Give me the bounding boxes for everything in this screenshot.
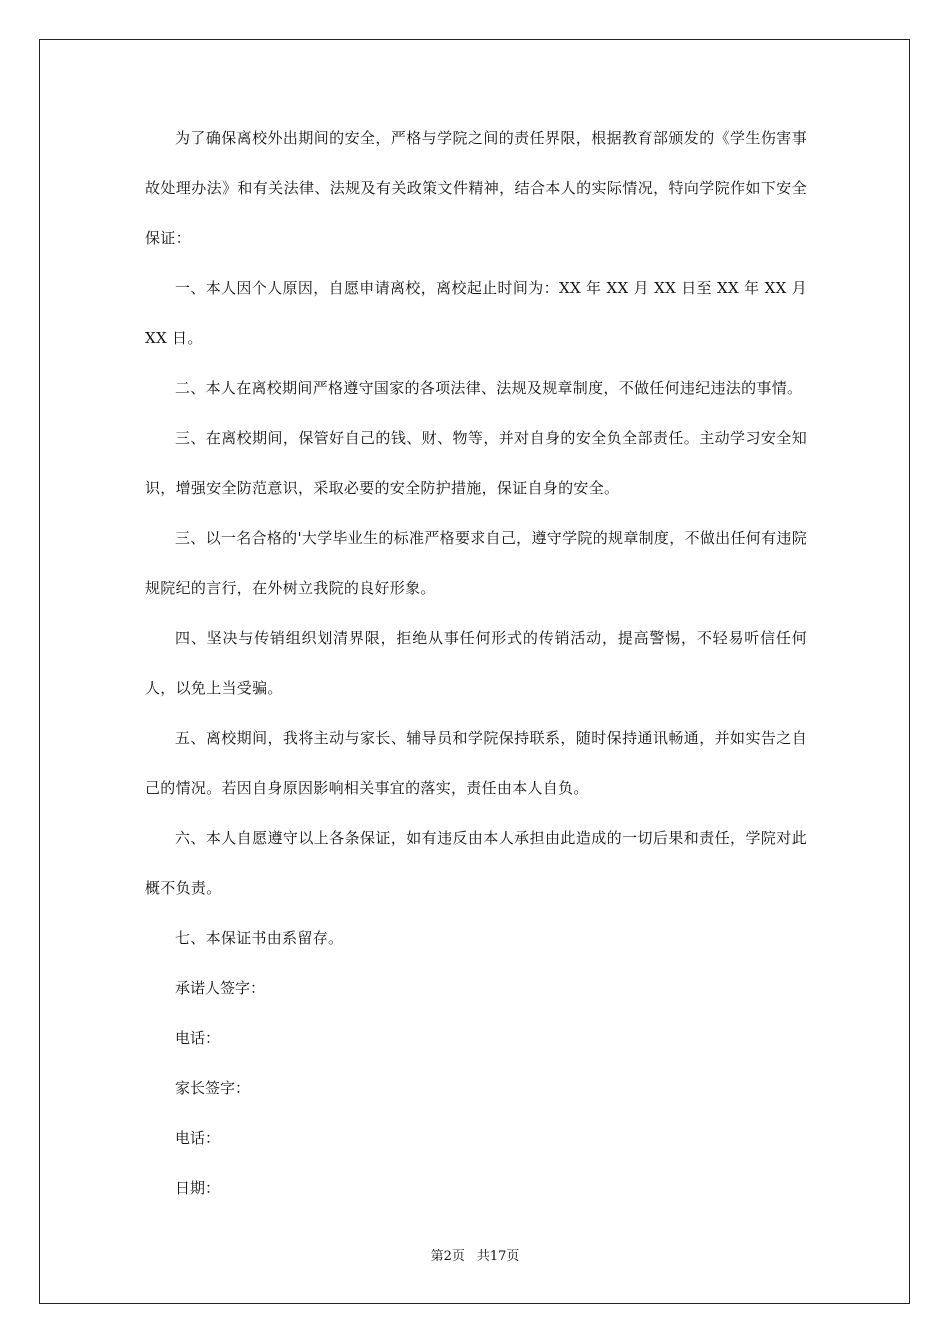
clause-1: 一、本人因个人原因，自愿申请离校，离校起止时间为：XX 年 XX 月 XX 日至 XX 年 XX 月 XX 日。 [145, 279, 807, 347]
clause-5: 五、离校期间，我将主动与家长、辅导员和学院保持联系，随时保持通讯畅通，并如实告之自己的情况。若因自身原因影响相关事宜的落实，责任由本人自负。 [145, 729, 807, 797]
promisor-signature-label: 承诺人签字： [175, 979, 266, 997]
page-total: 共17页 [476, 1249, 520, 1264]
parent-signature-label: 家长签字： [175, 1079, 251, 1097]
date-label: 日期： [175, 1179, 221, 1197]
parent-phone-label: 电话： [175, 1129, 221, 1147]
clause-7: 七、本保证书由系留存。 [175, 929, 344, 947]
clause-4: 四、坚决与传销组织划清界限，拒绝从事任何形式的传销活动，提高警惕，不轻易听信任何人，以免上当受骗。 [145, 629, 807, 697]
intro-paragraph: 为了确保离校外出期间的安全，严格与学院之间的责任界限，根据教育部颁发的《学生伤害事故处理办法》和有关法律、法规及有关政策文件精神，结合本人的实际情况，特向学院作如下安全保证： [145, 129, 807, 247]
page-footer [0, 1247, 950, 1267]
clause-2: 二、本人在离校期间严格遵守国家的各项法律、法规及规章制度，不做任何违纪违法的事情。 [175, 379, 803, 397]
clause-6: 六、本人自愿遵守以上各条保证，如有违反由本人承担由此造成的一切后果和责任，学院对此概不负责。 [145, 829, 807, 897]
clause-3a: 三、在离校期间，保管好自己的钱、财、物等，并对自身的安全负全部责任。主动学习安全知识，增强安全防范意识，采取必要的安全防护措施，保证自身的安全。 [145, 429, 807, 497]
page-number: 第2页 [430, 1249, 465, 1264]
clause-3b: 三、以一名合格的'大学毕业生的标准严格要求自己，遵守学院的规章制度，不做出任何有违院规院纪的言行，在外树立我院的良好形象。 [145, 529, 807, 597]
promisor-phone-label: 电话： [175, 1029, 221, 1047]
document-body [145, 113, 807, 1213]
